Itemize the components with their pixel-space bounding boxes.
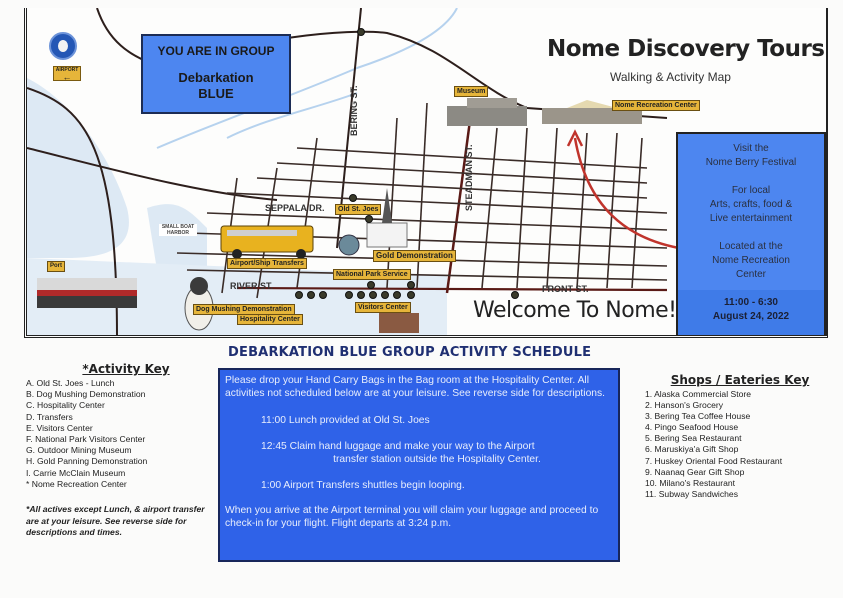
shops-eateries-key [645, 373, 835, 500]
street-label-river: RIVER ST. [230, 281, 274, 291]
activity-key-item: F. National Park Visitors Center [26, 434, 146, 445]
map-marker[interactable] [319, 291, 327, 299]
label-dog-mushing: Dog Mushing Demonstration [193, 304, 295, 315]
map-marker[interactable] [407, 291, 415, 299]
map-marker[interactable] [381, 291, 389, 299]
label-museum: Museum [454, 86, 488, 97]
activity-key-list [26, 378, 216, 490]
label-national-park-service: National Park Service [333, 269, 411, 280]
festival-date: 11:00 - 6:30 August 24, 2022 [678, 290, 824, 336]
arrow-left-icon: ← [62, 72, 72, 82]
schedule-intro: Please drop your Hand Carry Bags in the Bag room at the Hospitality Center. All activities not scheduled below are at your leisure. See reverse side for descriptions. [225, 375, 606, 399]
activity-key-item: C. Hospitality Center [26, 400, 105, 411]
activity-key-item: H. Gold Panning Demonstration [26, 456, 148, 467]
activity-key-item: * Nome Recreation Center [26, 478, 127, 489]
map-marker[interactable] [369, 291, 377, 299]
activity-key-item: G. Outdoor Mining Museum [26, 445, 132, 456]
schedule-title: DEBARKATION BLUE GROUP ACTIVITY SCHEDULE [228, 345, 592, 360]
map-marker[interactable] [357, 28, 365, 36]
label-airport-ship-transfers: Airport/Ship Transfers [227, 258, 307, 269]
activity-key-note: *All actives except Lunch, & airport transfer are at your leisure. See reverse side for descriptions and times. [26, 504, 205, 538]
shop-item: 11. Subway Sandwiches [645, 488, 738, 499]
activity-key-item: D. Transfers [26, 411, 73, 422]
activity-key-title: *Activity Key [82, 362, 170, 376]
shop-item: 10. Milano's Restaurant [645, 477, 736, 488]
shop-item: 1. Alaska Commercial Store [645, 389, 752, 399]
activity-key-item: I. Carrie McClain Museum [26, 467, 126, 478]
schedule-item-luggage: 12:45 Claim hand luggage and make your way to the Airport [261, 441, 535, 452]
shop-item: 4. Pingo Seafood House [645, 422, 739, 433]
label-gold-demonstration: Gold Demonstration [373, 250, 456, 262]
airport-direction-sign: AIRPORT ← [53, 66, 81, 81]
shop-item: 5. Bering Sea Restaurant [645, 433, 742, 444]
shop-item: 7. Huskey Oriental Food Restaurant [645, 455, 783, 466]
shop-item: 6. Maruskiya'a Gift Shop [645, 444, 739, 455]
street-label-seppala: SEPPALA DR. [265, 203, 325, 213]
shops-key-title: Shops / Eateries Key [670, 373, 810, 387]
activity-key-item: A. Old St. Joes - Lunch [26, 378, 115, 388]
label-old-st-joes: Old St. Joes [335, 204, 381, 215]
map-marker[interactable] [307, 291, 315, 299]
map-marker[interactable] [367, 281, 375, 289]
map-marker[interactable] [365, 215, 373, 223]
activity-key [26, 362, 216, 539]
map-marker[interactable] [349, 194, 357, 202]
small-boat-harbor-label: SMALL BOAT HARBOR [159, 224, 197, 236]
welcome-banner: Welcome To Nome! [473, 298, 677, 323]
map-marker[interactable] [393, 291, 401, 299]
street-label-bering: BERING ST. [349, 85, 359, 136]
map-title: Nome Discovery Tours [547, 36, 825, 62]
label-nome-recreation-center: Nome Recreation Center [612, 100, 700, 111]
schedule-item-transfers: 1:00 Airport Transfers shuttles begin looping. [261, 480, 465, 491]
label-visitors-center: Visitors Center [355, 302, 411, 313]
berry-festival-box: Visit the Nome Berry Festival For local Arts, crafts, food & Live entertainment Located at the Nome Recreation Center 11:00 - 6:30 August 24, 2022 [676, 132, 826, 338]
port-label: Port [47, 261, 65, 272]
map-subtitle: Walking & Activity Map [610, 70, 731, 84]
group-indicator-box [141, 34, 291, 114]
street-label-steadman: STEADMAN ST. [464, 144, 474, 211]
map-marker[interactable] [295, 291, 303, 299]
street-label-front: FRONT ST. [542, 284, 589, 294]
activity-key-item: B. Dog Mushing Demonstration [26, 389, 146, 400]
map-marker[interactable] [357, 291, 365, 299]
activity-key-item: E. Visitors Center [26, 422, 93, 433]
shop-item: 9. Naanaq Gear Gift Shop [645, 466, 745, 477]
schedule-item-lunch: 11:00 Lunch provided at Old St. Joes [261, 415, 430, 426]
group-name: Debarkation BLUE [178, 70, 254, 101]
alaska-airlines-logo-icon [49, 32, 77, 60]
shop-item: 2. Hanson's Grocery [645, 400, 724, 411]
group-label: YOU ARE IN GROUP [157, 44, 275, 58]
map-marker[interactable] [407, 281, 415, 289]
shops-key-list [645, 389, 835, 500]
map-marker[interactable] [345, 291, 353, 299]
schedule-item-luggage-cont: transfer station outside the Hospitality Center. [333, 454, 541, 465]
label-hospitality-center: Hospitality Center [237, 314, 303, 325]
schedule-closing: When you arrive at the Airport terminal you will claim your luggage and proceed to check-in for your flight. Flight departs at 3:24 p.m. [225, 505, 599, 529]
schedule-box [218, 368, 620, 562]
shop-item: 3. Bering Tea Coffee House [645, 411, 751, 422]
walking-map [24, 8, 828, 338]
